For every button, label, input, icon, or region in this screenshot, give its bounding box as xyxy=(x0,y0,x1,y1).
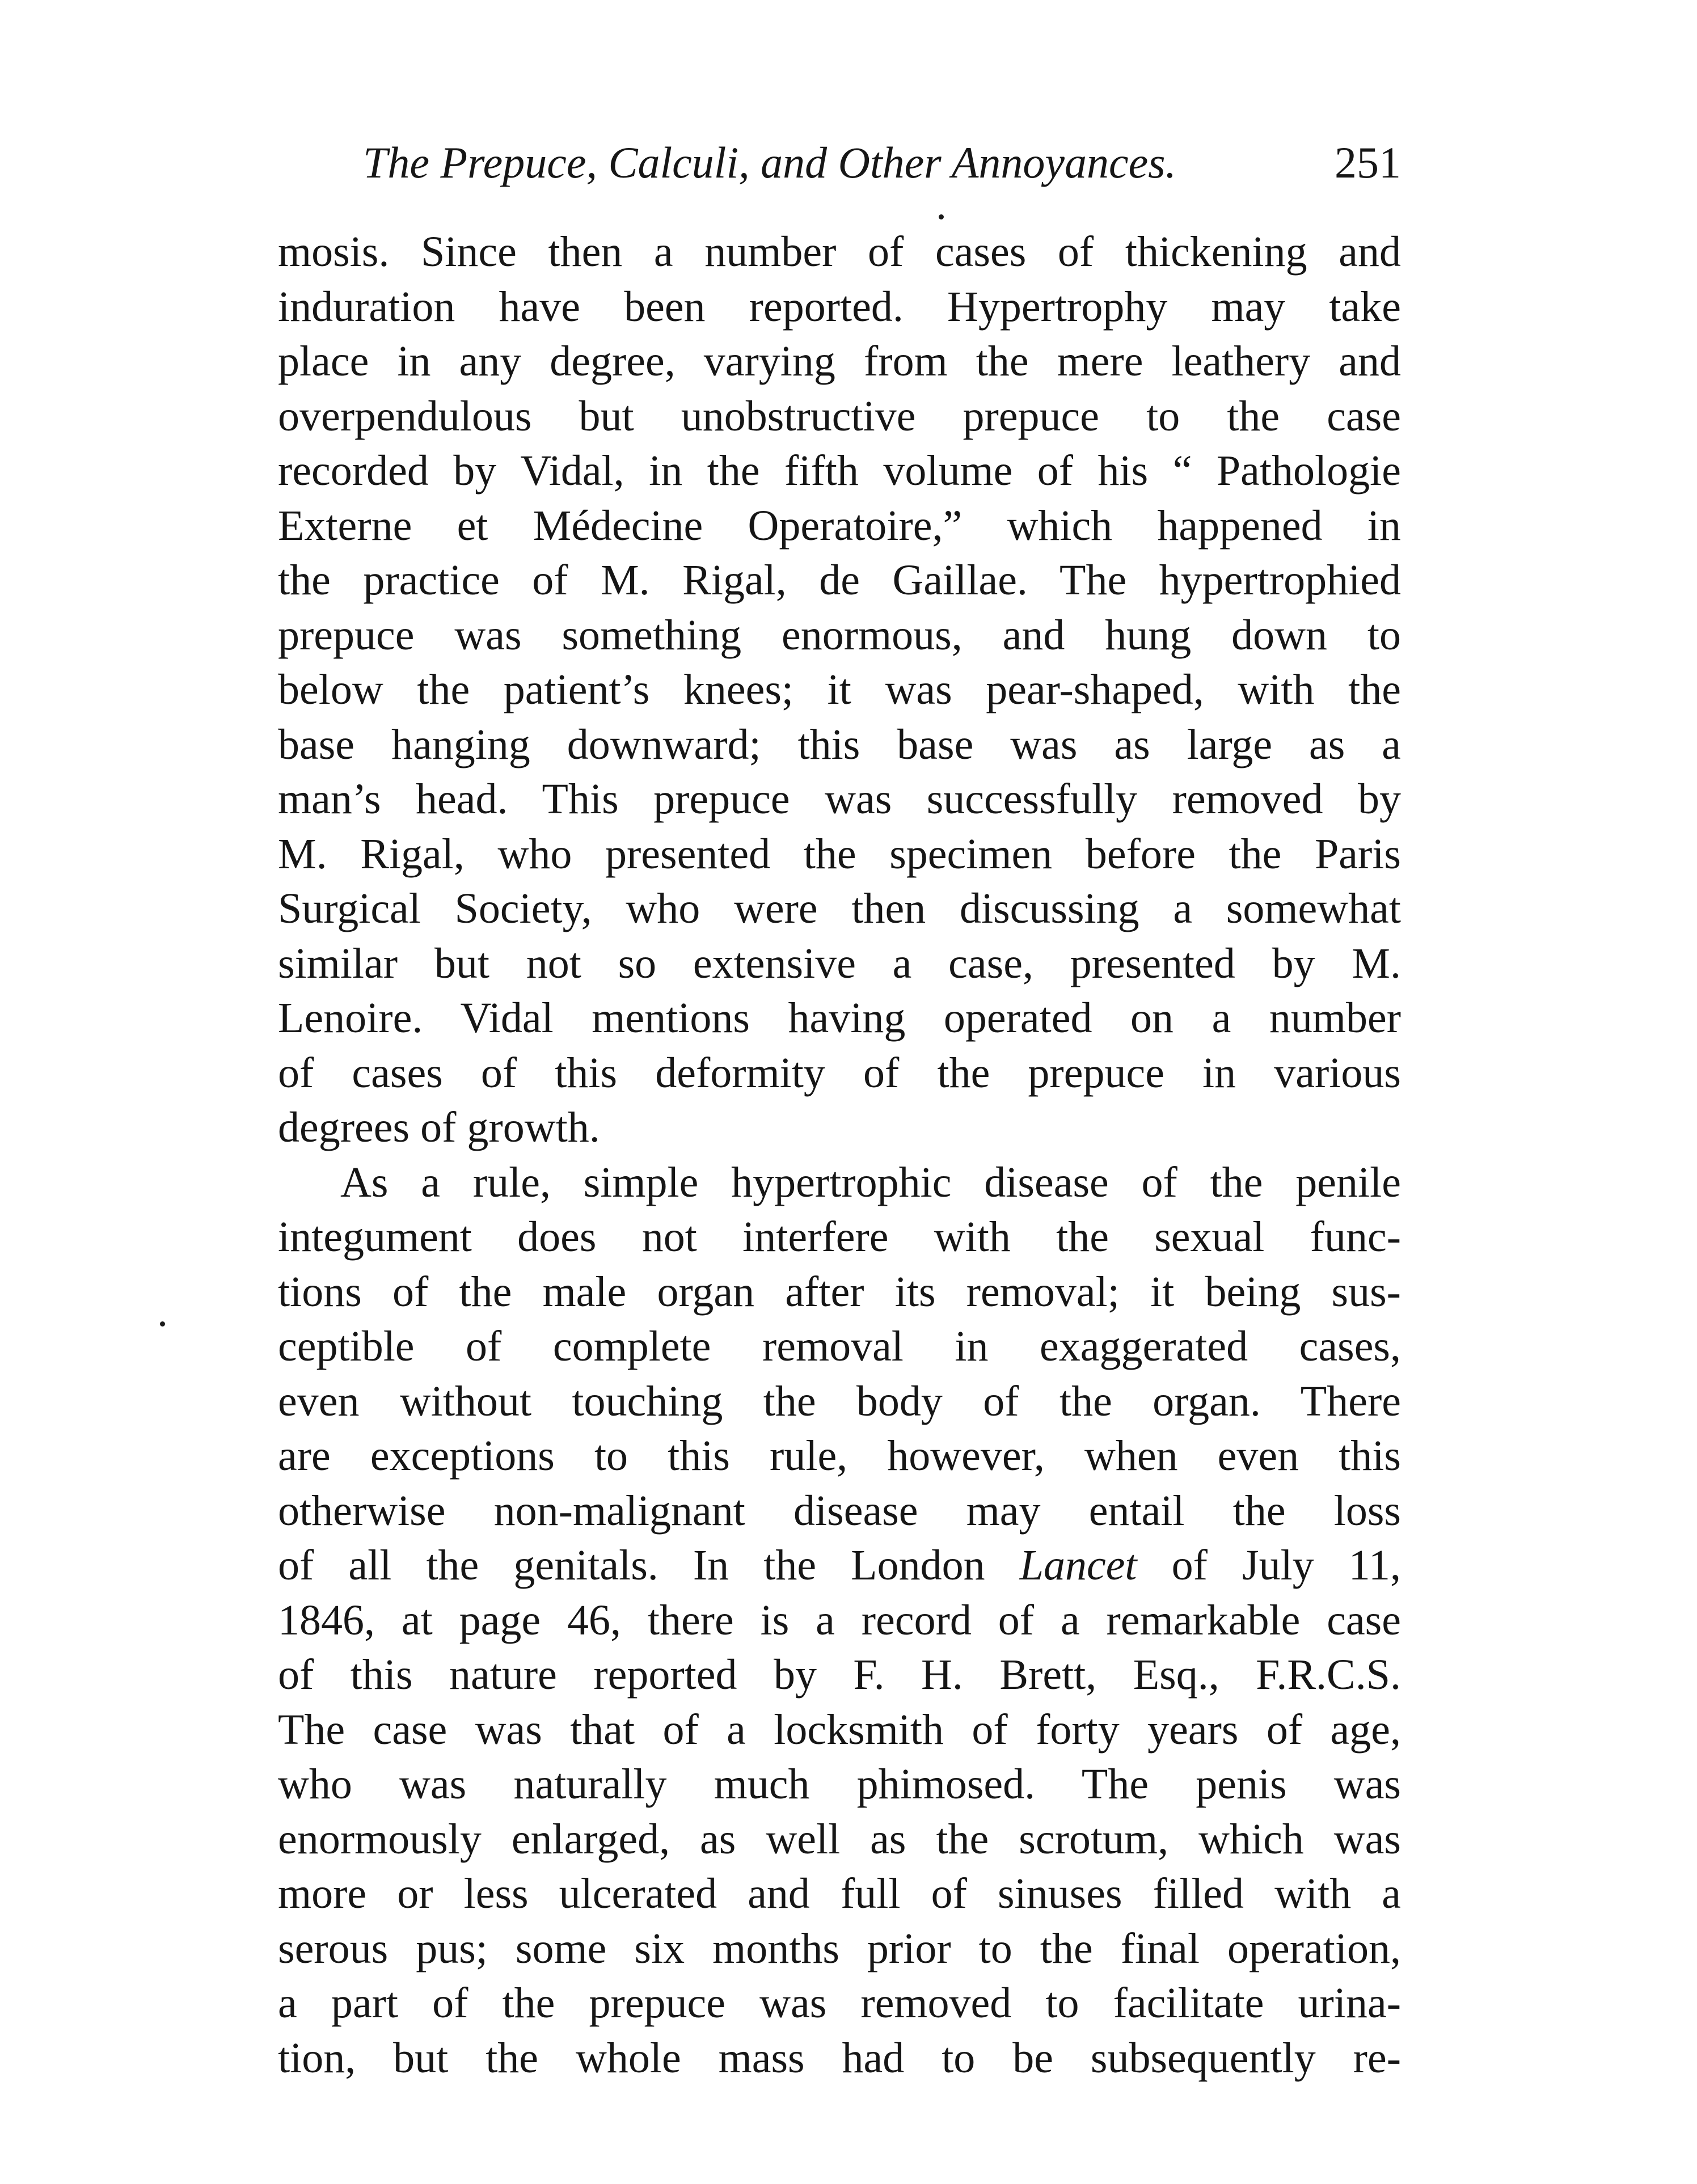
text-line: place in any degree, varying from the mere leathery and xyxy=(278,337,1401,385)
text-line: base hanging downward; this base was as large as a xyxy=(278,720,1401,768)
text-line: mosis. Since then a number of cases of thickening and xyxy=(278,228,1401,276)
text-line: prepuce was something enormous, and hung down to xyxy=(278,611,1401,659)
text-line: serous pus; some six months prior to the final operation, xyxy=(278,1924,1401,1972)
text-line: man’s head. This prepuce was successfully removed by xyxy=(278,775,1401,823)
text-line: ceptible of complete removal in exaggerated cases, xyxy=(278,1323,1401,1370)
text-segment: of July 11, xyxy=(1137,1541,1401,1589)
text-line: even without touching the body of the organ. There xyxy=(278,1377,1401,1425)
ink-speck xyxy=(939,214,944,219)
ink-speck xyxy=(160,1321,165,1327)
text-line: who was naturally much phimosed. The penis was xyxy=(278,1760,1401,1808)
text-line: similar but not so extensive a case, presented by M. xyxy=(278,939,1401,987)
text-line: otherwise non-malignant disease may entail the loss xyxy=(278,1486,1401,1535)
text-line: tion, but the whole mass had to be subsequently re- xyxy=(278,2034,1401,2082)
text-line: are exceptions to this rule, however, when even this xyxy=(278,1432,1401,1480)
text-line: induration have been reported. Hypertrophy may take xyxy=(278,282,1401,331)
text-line: integument does not interfere with the sexual func- xyxy=(278,1213,1401,1261)
text-line-with-italic xyxy=(278,1538,1401,1593)
text-line: M. Rigal, who presented the specimen before the Paris xyxy=(278,830,1401,878)
text-line: enormously enlarged, as well as the scrotum, which was xyxy=(278,1815,1401,1863)
text-line: overpendulous but unobstructive prepuce to the case xyxy=(278,392,1401,440)
running-head xyxy=(363,132,1401,194)
body-text xyxy=(278,225,1401,2085)
text-line: Surgical Society, who were then discussing a somewhat xyxy=(278,885,1401,932)
text-line: of this nature reported by F. H. Brett, Esq., F.R.C.S. xyxy=(278,1651,1401,1699)
text-line: more or less ulcerated and full of sinuses filled with a xyxy=(278,1870,1401,1917)
text-line: a part of the prepuce was removed to facilitate urina- xyxy=(278,1979,1401,2027)
text-line: recorded by Vidal, in the fifth volume of his “ Pathologie xyxy=(278,447,1401,495)
journal-title: Lancet xyxy=(1019,1541,1137,1589)
text-line: 1846, at page 46, there is a record of a remarkable case xyxy=(278,1596,1401,1644)
text-line: of cases of this deformity of the prepuce in various xyxy=(278,1049,1401,1097)
text-line: As a rule, simple hypertrophic disease of the penile xyxy=(340,1158,1401,1206)
running-title: The Prepuce, Calculi, and Other Annoyances. xyxy=(363,138,1177,187)
text-line: degrees of growth. xyxy=(278,1104,600,1151)
paragraph-1 xyxy=(278,225,1401,1155)
text-line: below the patient’s knees; it was pear-shaped, with the xyxy=(278,666,1401,713)
text-segment: of all the genitals. In the London xyxy=(278,1541,1020,1589)
text-line: The case was that of a locksmith of forty years of age, xyxy=(278,1705,1401,1754)
text-line: tions of the male organ after its removal; it being sus- xyxy=(278,1268,1401,1316)
paragraph-2 xyxy=(278,1155,1401,2086)
text-line: Lenoire. Vidal mentions having operated on a number xyxy=(278,994,1401,1042)
page-number: 251 xyxy=(1335,138,1401,187)
text-line: Externe et Médecine Operatoire,” which happened in xyxy=(278,501,1401,550)
text-line: the practice of M. Rigal, de Gaillae. The hypertrophied xyxy=(278,556,1401,604)
